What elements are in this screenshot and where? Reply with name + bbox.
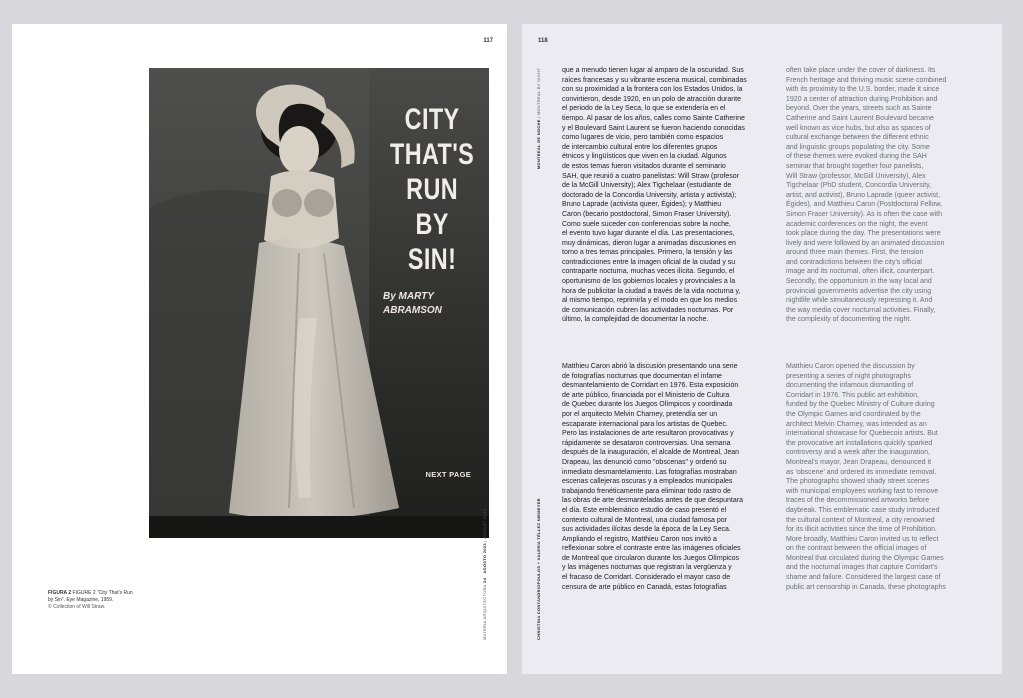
- footer-date-en: AUGUST 2023: [482, 508, 487, 539]
- magazine-byline: By MARTY ABRAMSON: [383, 291, 442, 316]
- page-number-left: 117: [483, 38, 493, 44]
- caption-text: “City That’s Run by Sin”. Eye Magazine, 1959.: [48, 590, 133, 603]
- left-page: [12, 24, 507, 674]
- page-number-right: 118: [538, 38, 548, 44]
- next-page-label: NEXT PAGE: [425, 470, 471, 479]
- footer-issue: 24: [482, 577, 487, 583]
- spanish-paragraph-1: que a menudo tienen lugar al amparo de la oscuridad. Sus raíces francesas y su vibrante escena musical, combinadas con su proximidad a la frontera con los Estados Unidos, la convirtieron, desde 1920, en un polo de atracción durante el periodo de la Ley Seca, lo que se extendería en el tiempo. Al pasar de los años, calles como Sainte Catherine y el Boulevard Saint Laurent se fueron haciendo conocidas como lugares de vicio, pero también como espacios de intercambio cultural entre los diferentes grupos étnicos y lingüísticos que viven en la ciudad. Algunos de estos temas fueron visitados durante el seminario SAH, que reunió a cuatro panelistas: Will Straw (profesor de la McGill University); Alex Tigchelaar (estudiante de doctorado de la Concordia University, artista y activista); Bruno Laprade (activista queer, Égides); y Matthieu Caron (becario postdoctoral, Simon Fraser University). Como suele suceder con conferencias sobre la noche, el evento tuvo lugar durante el día. Las presentaciones, muy dinámicas, dieron lugar a animadas discusiones en torno a tres temas principales. Primero, la tensión y las contradicciones entre la imagen oficial de la ciudad y su contraparte nocturna, muchas veces ilícita. Segundo, el oportunismo de los gobiernos locales y provinciales a la hora de publicitar la ciudad a través de la vida nocturna y, al mismo tiempo, reprimirla y el modo en que los medios de comunicación cubren las actividades nocturnas. Por último, la complejidad de documentar la noche.: [562, 67, 747, 324]
- caption-label-en: FIGURE 2: [72, 590, 96, 596]
- english-paragraph-1: often take place under the cover of darkness. Its French heritage and thriving music scene combined with its proximity to the U.S. border, made it since 1920 a center of attraction during Prohibition and beyond. Over the years, streets such as Sainte Catherine and Saint Laurent Boulevard became well known as vice hubs, but also as spaces of cultural exchange between the different ethnic and linguistic groups populating the city. Some of these themes were evoked during the SAH seminar that brought together four panelists, Will Straw (professor, McGill University), Alex Tigchelaar (PhD student, Concordia University, artist, and activist), Bruno Laprade (queer activist, Égides), and Matthieu Caron (Postdoctoral Fellow, Simon Fraser University). As is often the case with academic conferences on the night, the event took place during the day. The presentations were lively and were followed by an animated discussion around three main themes. First, the tension and contradictions between the city’s official image and its nocturnal, often illicit, counterpart. Secondly, the opportunism in the way local and provincial governments advertise the city using nightlife while simultaneously repressing it. And the way media cover nocturnal activities. Finally, the complexity of documenting the night.: [786, 67, 947, 324]
- figure-caption: [48, 590, 138, 611]
- footer-journal: MATERIA ARQUITECTURA: [482, 584, 487, 640]
- caption-credit: © Collection of Will Straw.: [48, 604, 106, 610]
- footer-date: AGOSTO 2023: [482, 542, 487, 574]
- left-footer: MATERIA ARQUITECTURA 24 AGOSTO 2023 | AUGUST 2023: [482, 508, 487, 640]
- section-label-es: MONTREAL DE NOCHE: [536, 119, 541, 170]
- caption-label: FIGURA 2: [48, 590, 72, 596]
- authors-label: [536, 498, 541, 640]
- right-page: [522, 24, 1002, 674]
- spanish-paragraph-2: Matthieu Caron abrió la discusión presentando una serie de fotografías nocturnas que documentan el infame desmantelamiento de Corridart en 1976. Esta exposición de arte público, financiada por el Ministerio de Cultura de Quebec durante los Juegos Olímpicos y coordinada por el arquitecto Melvin Charney, pretendía ser un escaparate internacional para los artistas de Quebec. Pero las instalaciones de arte resultaron provocativas y rápidamente se desataron controversias. Una semana después de la inauguración, el alcalde de Montreal, Jean Drapeau, las denunció como "obscenas" y ordenó su inmediato desmantelamiento. Las fotografías mostraban escenas callejeras oscuras y a empleados municipales trabajando frenéticamente para eliminar todo rastro de las obras de arte desmanteladas antes de que despuntara el día. Este emblemático estudio de caso presentó el contexto cultural de Montreal, una ciudad famosa por sus actividades ilícitas desde la época de la Ley Seca. Ampliando el registro, Matthieu Caron nos invitó a reflexionar sobre el contraste entre las imágenes oficiales de Montreal que circularon durante los Juegos Olímpicos y las imágenes nocturnas que registran la vergüenza y el fracaso de Corridart. Considerado el mayor caso de censura de arte público en Canadá, estas fotografías: [562, 363, 743, 591]
- english-paragraph-2: Matthieu Caron opened the discussion by presenting a series of night photographs documenting the infamous dismantling of Corridart in 1976. This public art exhibition, funded by the Quebec Ministry of Culture during the Olympic Games and coordinated by the architect Melvin Charney, was intended as an international showcase for Quebecois artists. But the provocative art installations quickly sparked controversy and a week after the inauguration, Montreal’s mayor, Jean Drapeau, denounced it as ‘obscene’ and ordered its immediate removal. The photographs showed shady street scenes with municipal employees working fast to remove traces of the decommissioned artworks before daybreak. This emblematic case study introduced the cultural context of Montreal, a city renowned for its illicit activities since the time of Prohibition. More broadly, Matthieu Caron invited us to reflect on the contrast between the official images of Montreal that circulated during the Olympic Games and the nocturnal images that capture Corridart’s shame and failure. Considered the largest case of public art censorship in Canada, these photographs: [786, 363, 946, 591]
- section-label-en: MONTREAL BY NIGHT: [536, 68, 541, 116]
- section-label: MONTREAL DE NOCHE | MONTREAL BY NIGHT: [536, 68, 541, 170]
- authors-names: CHRISTINA CONTANDRIOPOULOS + VALERIA TÉLLEZ NIEMEYER: [536, 498, 541, 640]
- magazine-headline: CITY THAT'S RUN BY SIN!: [390, 103, 475, 276]
- magazine-cover-photo: [149, 68, 489, 538]
